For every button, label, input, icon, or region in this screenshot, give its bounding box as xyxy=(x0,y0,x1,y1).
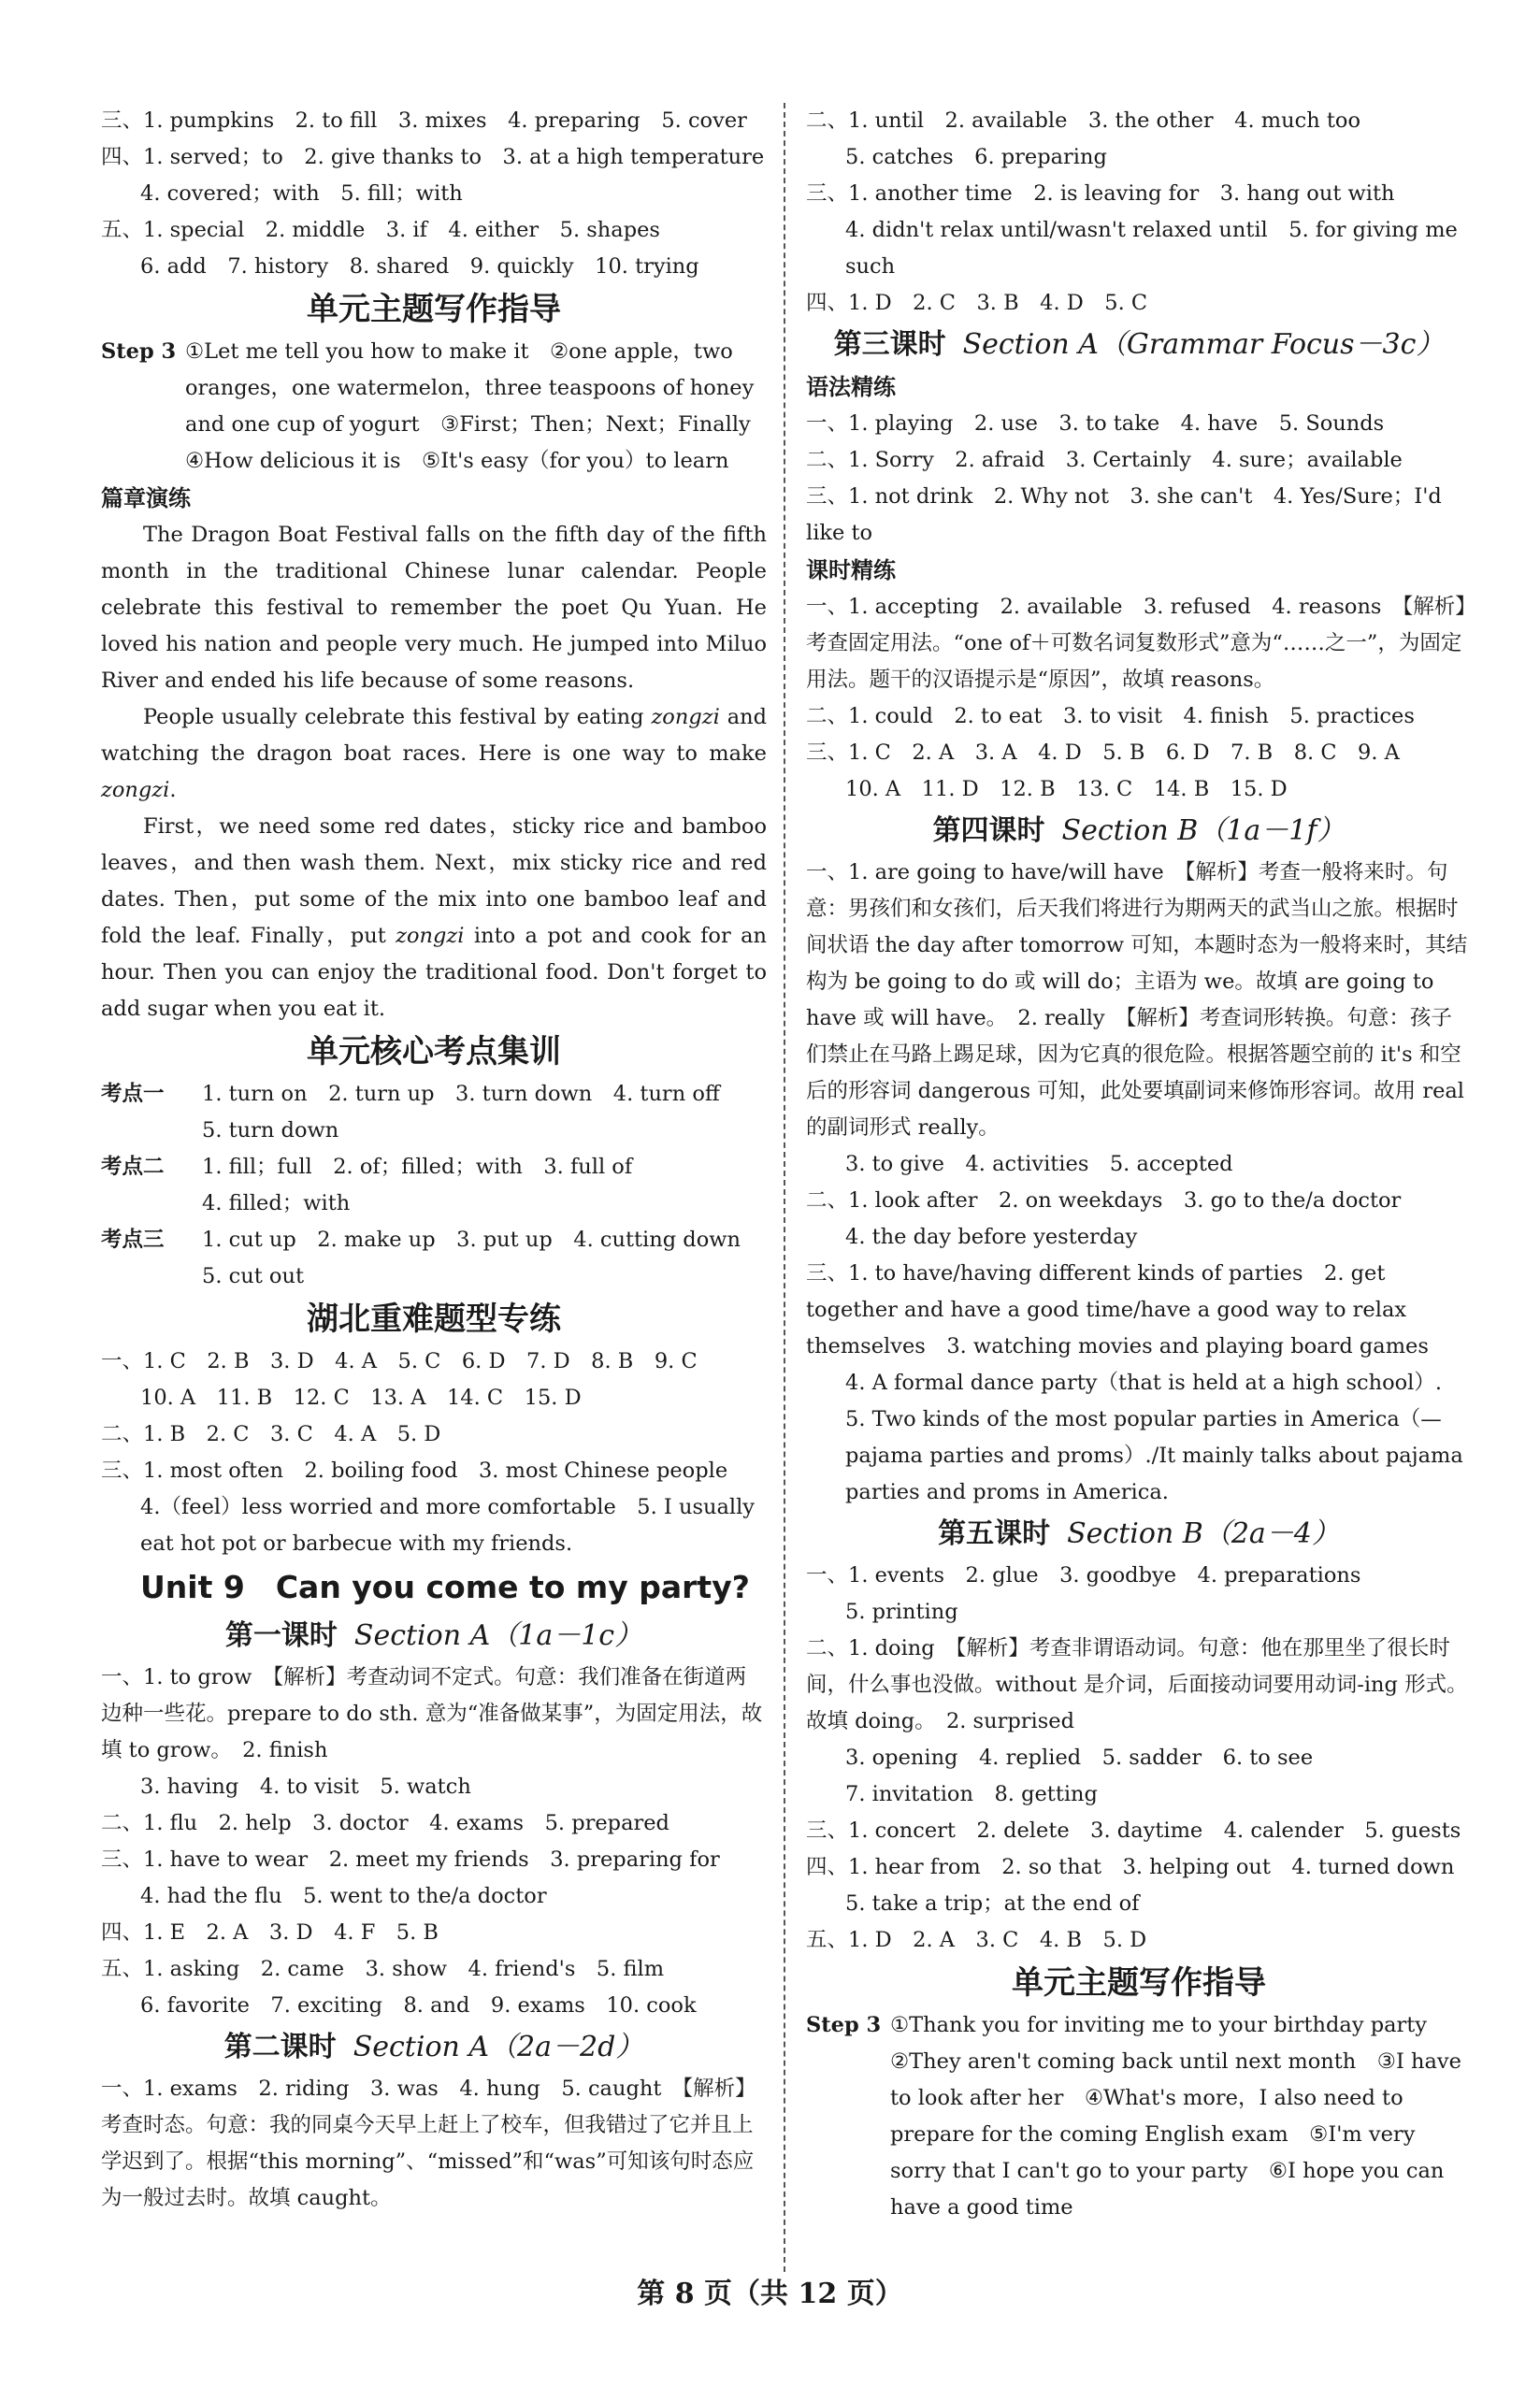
practice-heading: 篇章演练 xyxy=(101,485,191,511)
answer-line: 3. opening 4. replied 5. sadder 6. to see xyxy=(845,1746,1314,1770)
answer-line: 二、1. doing 【解析】考查非谓语动词。句意：他在那里坐了很长时间，什么事也没做。without 是介词，后面接动词要用动词-ing 形式。故填 doing。 2. surprised xyxy=(806,1636,1468,1733)
answer-line: 10. A 11. B 12. C 13. A 14. C 15. D xyxy=(140,1386,582,1410)
grammar-heading: 语法精练 xyxy=(806,374,896,400)
answer-line: 4. had the flu 5. went to the/a doctor xyxy=(140,1884,547,1908)
essay-paragraph: People usually celebrate this festival by eating zongzi and watching the dragon boat races. Here is one way to make zongzi. xyxy=(101,705,767,802)
answer-line: 7. invitation 8. getting xyxy=(845,1782,1098,1806)
answer-line: 二、1. could 2. to eat 3. to visit 4. finish 5. practices xyxy=(806,704,1415,728)
answer-line: 三、1. to have/having different kinds of parties 2. get together and have a good time/have a good way to relax themselves 3. watching movies and playing board games xyxy=(806,1261,1429,1358)
answer-line: 四、1. served；to 2. give thanks to 3. at a high temperature xyxy=(101,145,765,169)
answer-line: 三、1. C 2. A 3. A 4. D 5. B 6. D 7. B 8. C 9. A xyxy=(806,740,1400,765)
keypoint-block: 考点三 1. cut up 2. make up 3. put up 4. cutting down 5. cut out xyxy=(101,1222,767,1295)
essay-paragraph: First，we need some red dates，sticky rice and bamboo leaves，and then wash them. Next，mix sticky rice and red dates. Then，put some of the mix into one bamboo leaf and fold the leaf. Finally，put zongzi into a pot and cook for an hour. Then you can enjoy the traditional food. Don't forget to add sugar when you eat it. xyxy=(101,814,767,1021)
answer-line: 3. having 4. to visit 5. watch xyxy=(140,1775,471,1799)
lesson-heading: 第五课时 Section B（2a－4） xyxy=(938,1517,1340,1550)
step3-block xyxy=(806,2007,1472,2226)
left-column xyxy=(101,103,772,2217)
lesson-heading: 第四课时 Section B（1a－1f） xyxy=(932,814,1346,847)
answer-line: 4. A formal dance party（that is held at a high school）. xyxy=(845,1371,1443,1395)
lesson-practice-heading: 课时精练 xyxy=(806,557,896,583)
answer-line: 一、1. events 2. glue 3. goodbye 4. preparations xyxy=(806,1563,1361,1588)
keypoint-label: 考点一 xyxy=(101,1082,165,1106)
answer-line: 三、1. most often 2. boiling food 3. most Chinese people xyxy=(101,1459,728,1483)
answer-line: 一、1. are going to have/will have 【解析】考查一般将来时。句意：男孩们和女孩们，后天我们将进行为期两天的武当山之旅。根据时间状语 the day after tomorrow 可知，本题时态为一般将来时，其结构为 be going to do 或 will do；主语为 we。故填 are going to have 或 will have。 2. really 【解析】考查词形转换。句意：孩子们禁止在马路上踢足球，因为它真的很危险。根据答题空前的 it's 和空后的形容词 dangerous 可知，此处要填副词来修饰形容词。故用 real 的副词形式 really。 xyxy=(806,860,1468,1140)
page-number: 第 8 页（共 12 页） xyxy=(637,2278,903,2310)
answer-line: 二、1. flu 2. help 3. doctor 4. exams 5. prepared xyxy=(101,1811,669,1835)
answer-line: 4. didn't relax until/wasn't relaxed until 5. for giving me such xyxy=(845,218,1458,279)
answer-line: 一、1. C 2. B 3. D 4. A 5. C 6. D 7. D 8. B 9. C xyxy=(101,1349,698,1373)
step-text: ①Thank you for inviting me to your birthday party ②They aren't coming back until next month ③I have to look after her ④What's more，I also need to prepare for the coming English exam ⑤I'm very sorry that I can't go to your party ⑥I hope you can have a good time xyxy=(890,2013,1461,2220)
answer-line: 5. printing xyxy=(845,1600,958,1624)
answer-line: 三、1. another time 2. is leaving for 3. hang out with xyxy=(806,181,1395,206)
section-heading-writing: 单元主题写作指导 xyxy=(307,291,561,328)
answer-line: 四、1. E 2. A 3. D 4. F 5. B xyxy=(101,1920,439,1945)
answer-line: 5. take a trip；at the end of xyxy=(845,1891,1140,1916)
answer-line: 10. A 11. D 12. B 13. C 14. B 15. D xyxy=(845,777,1288,801)
answer-line: 三、1. pumpkins 2. to fill 3. mixes 4. preparing 5. cover xyxy=(101,108,747,133)
answer-line: 6. add 7. history 8. shared 9. quickly 10. trying xyxy=(140,254,699,279)
answer-line: 三、1. have to wear 2. meet my friends 3. preparing for xyxy=(101,1847,720,1872)
answer-line: 4. the day before yesterday xyxy=(845,1225,1138,1249)
answer-line: 一、1. playing 2. use 3. to take 4. have 5. Sounds xyxy=(806,411,1385,436)
answer-line: 二、1. B 2. C 3. C 4. A 5. D xyxy=(101,1422,441,1446)
lesson-heading: 第二课时 Section A（2a－2d） xyxy=(223,2031,644,2063)
unit-title: Unit 9 Can you come to my party? xyxy=(140,1569,750,1605)
answer-line: 4.（feel）less worried and more comfortable 5. I usually eat hot pot or barbecue with my friends. xyxy=(140,1495,756,1556)
answer-line: 五、1. special 2. middle 3. if 4. either 5. shapes xyxy=(101,218,660,242)
keypoint-block: 考点一 1. turn on 2. turn up 3. turn down 4. turn off 5. turn down xyxy=(101,1076,767,1149)
keypoint-label: 考点二 xyxy=(101,1155,165,1179)
answer-line: 6. favorite 7. exciting 8. and 9. exams 10. cook xyxy=(140,1993,697,2018)
section-heading-keypoints: 单元核心考点集训 xyxy=(307,1033,561,1071)
section-heading-hubei: 湖北重难题型专练 xyxy=(307,1301,561,1338)
answer-line: 二、1. until 2. available 3. the other 4. much too xyxy=(806,108,1361,133)
step-text: ①Let me tell you how to make it ②one apple，two oranges，one watermelon，three teaspoons of honey and one cup of yogurt ③First；Then；Next；Finally ④How delicious it is ⑤It's easy（for you）to learn xyxy=(185,339,772,473)
answer-line: 一、1. to grow 【解析】考查动词不定式。句意：我们准备在街道两边种一些花。prepare to do sth. 意为“准备做某事”，为固定用法，故填 to grow。 2. finish xyxy=(101,1665,763,1762)
answer-line: 一、1. accepting 2. available 3. refused 4. reasons 【解析】考查固定用法。“one of＋可数名词复数形式”意为“……之一”，为固定用法。题干的汉语提示是“原因”，故填 reasons。 xyxy=(806,595,1466,692)
answer-line: 一、1. exams 2. riding 3. was 4. hung 5. caught 【解析】考查时态。句意：我的同桌今天早上赶上了校车，但我错过了它并且上学迟到了。根据“this morning”、“missed”和“was”可知该句时态应为一般过去时。故填 caught。 xyxy=(101,2077,756,2210)
answer-line: 五、1. D 2. A 3. C 4. B 5. D xyxy=(806,1928,1147,1952)
answer-line: 5. Two kinds of the most popular parties in America（— pajama parties and proms）./It mainly talks about pajama parties and proms in America. xyxy=(845,1407,1463,1504)
answer-line: 4. covered；with 5. fill；with xyxy=(140,181,463,206)
lesson-heading: 第三课时 Section A（Grammar Focus－3c） xyxy=(833,328,1445,361)
answer-line: 5. catches 6. preparing xyxy=(845,145,1107,169)
column-divider xyxy=(784,103,785,2272)
step-label: Step 3 xyxy=(806,2013,882,2037)
answer-line: 三、1. concert 2. delete 3. daytime 4. calender 5. guests xyxy=(806,1818,1461,1843)
step-label: Step 3 xyxy=(101,339,177,364)
answer-line: 四、1. hear from 2. so that 3. helping out 4. turned down xyxy=(806,1855,1455,1879)
keypoint-label: 考点三 xyxy=(101,1228,165,1252)
answer-line: 二、1. Sorry 2. afraid 3. Certainly 4. sure；available xyxy=(806,448,1403,472)
lesson-heading: 第一课时 Section A（1a－1c） xyxy=(224,1619,643,1652)
answer-line: 三、1. not drink 2. Why not 3. she can't 4. Yes/Sure；I'd like to xyxy=(806,484,1442,545)
essay-paragraph: The Dragon Boat Festival falls on the fifth day of the fifth month in the traditional Chinese lunar calendar. People celebrate this festival to remember the poet Qu Yuan. He loved his nation and people very much. He jumped into Miluo River and ended his life because of some reasons. xyxy=(101,523,767,693)
answer-line: 3. to give 4. activities 5. accepted xyxy=(845,1152,1233,1176)
answer-line: 四、1. D 2. C 3. B 4. D 5. C xyxy=(806,291,1148,315)
right-column xyxy=(806,103,1472,2226)
answer-line: 五、1. asking 2. came 3. show 4. friend's 5. film xyxy=(101,1957,665,1981)
step3-block xyxy=(101,334,772,480)
answer-line: 二、1. look after 2. on weekdays 3. go to the/a doctor xyxy=(806,1188,1402,1213)
keypoint-block: 考点二 1. fill；full 2. of；filled；with 3. full of 4. filled；with xyxy=(101,1149,767,1222)
section-heading-writing: 单元主题写作指导 xyxy=(1012,1964,1266,2002)
